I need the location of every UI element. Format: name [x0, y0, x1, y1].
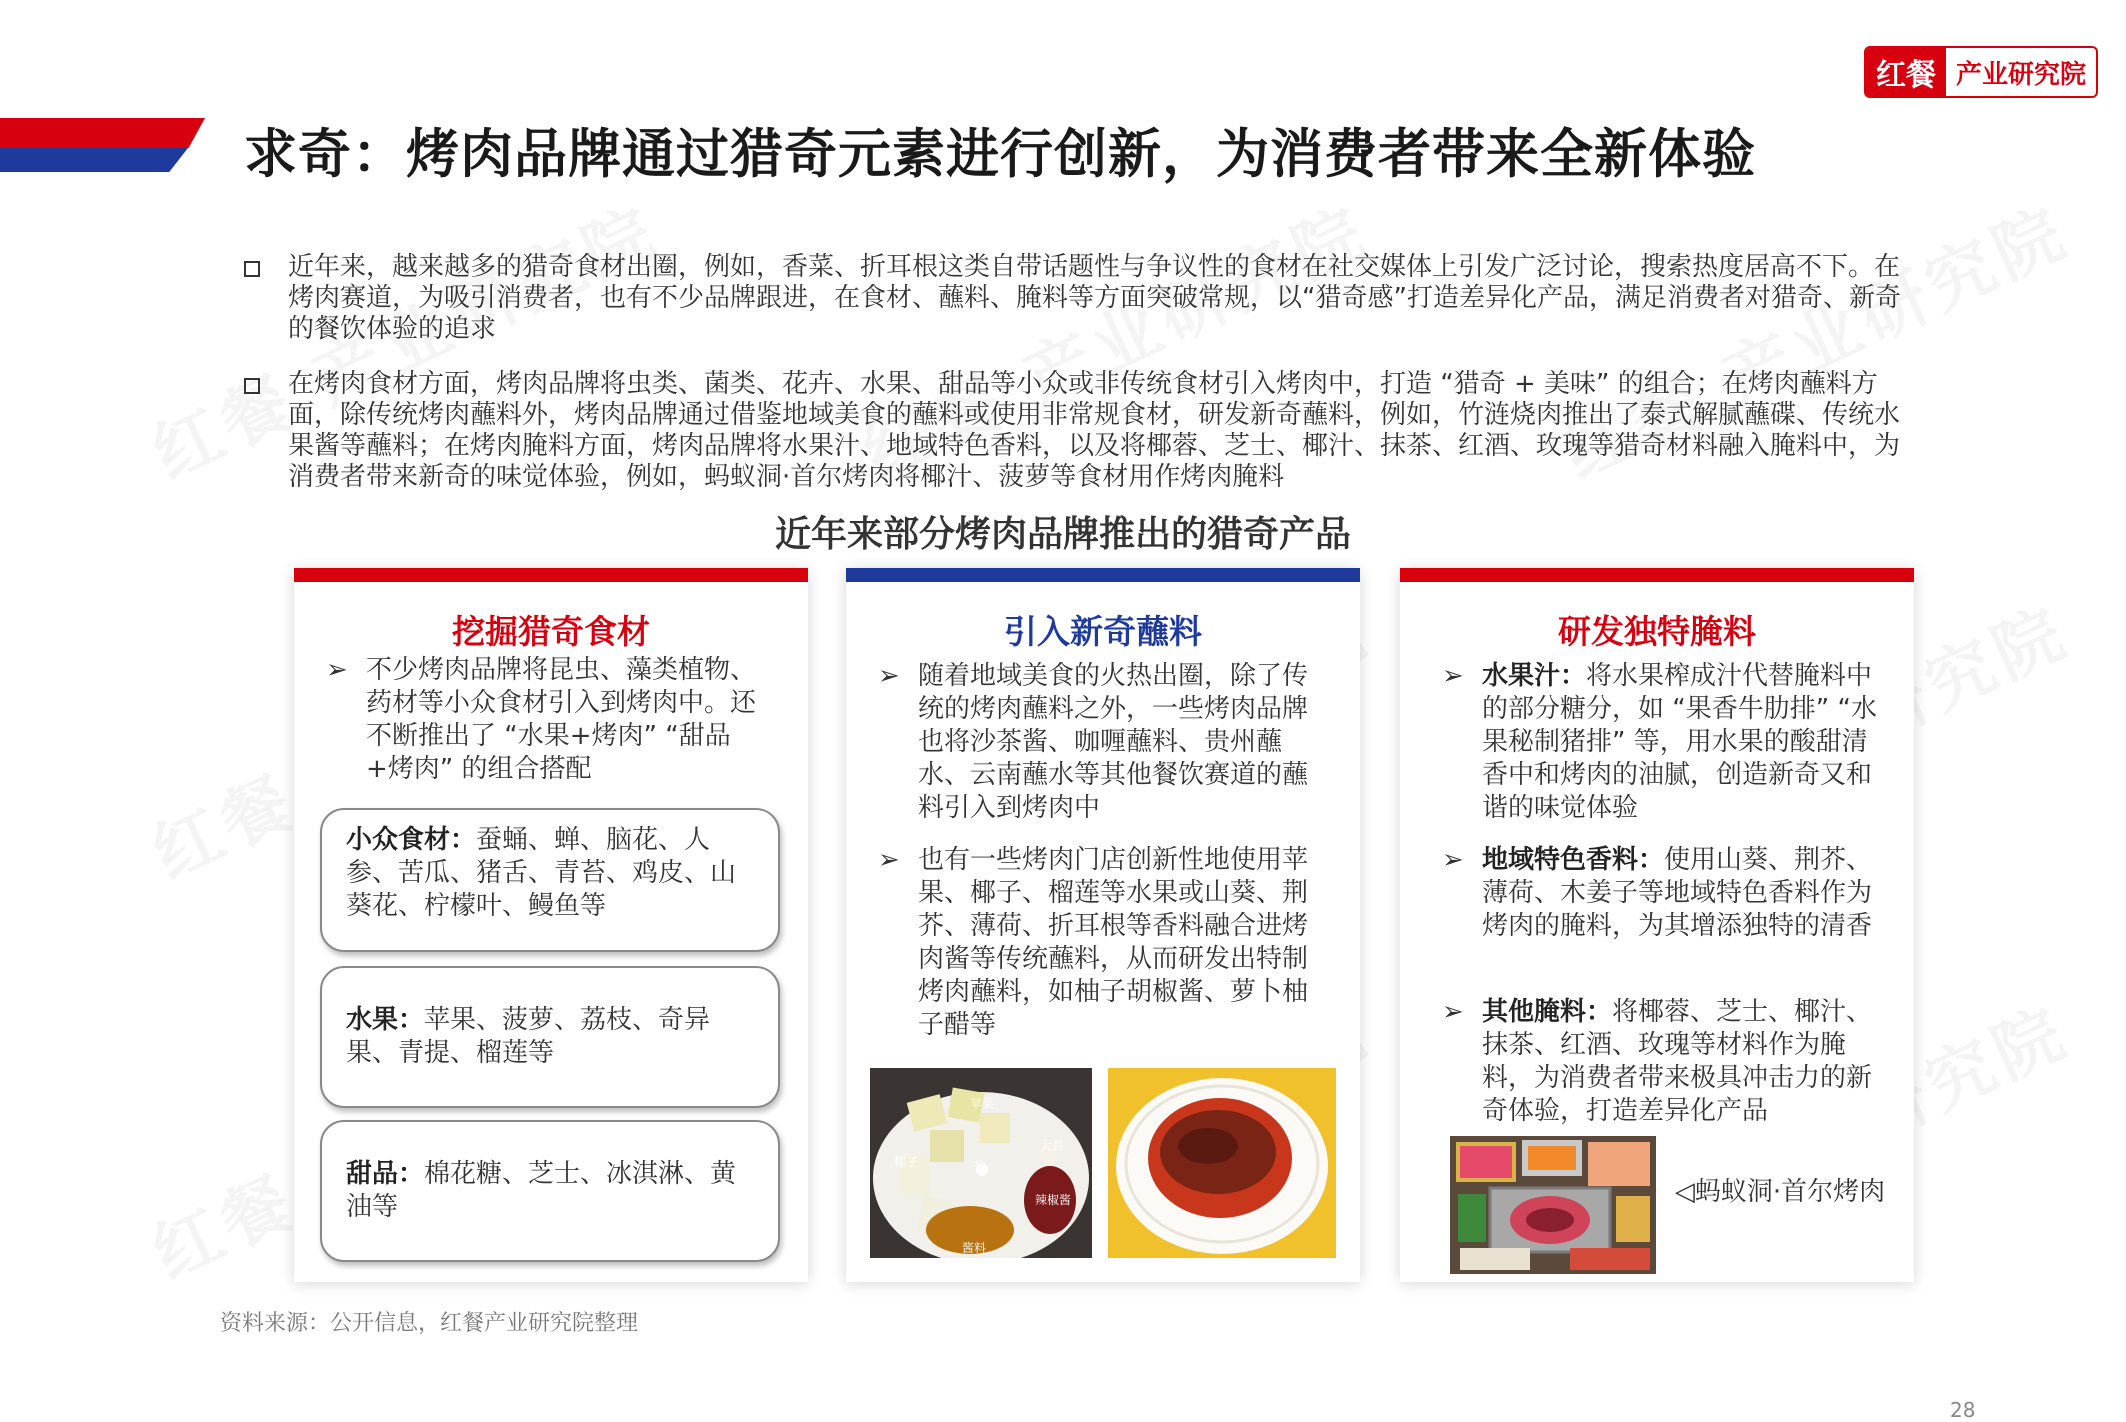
arrow-bullet-icon: ➢ [878, 661, 900, 691]
box-text: 苹果、菠萝、荔枝、奇异果、青提、榴莲等 [346, 1005, 711, 1068]
card-top-bar [1400, 568, 1914, 582]
logo-text: 产业研究院 [1946, 48, 2096, 96]
logo-red-text: 红餐 [1866, 48, 1946, 96]
page-number: 28 [1950, 1398, 1976, 1422]
photo-label: 酱料 [962, 1241, 987, 1255]
card-title: 引入新奇蘸料 [1004, 612, 1202, 651]
card-top-bar [846, 568, 1360, 582]
chili-sauce-photo [1108, 1068, 1336, 1258]
card-bullet: ➢ 地域特色香料：使用山葵、荆芥、薄荷、木姜子等地域特色香料作为烤肉的腌料，为其增添独特的清香 [1442, 845, 1873, 941]
card-bullet: ➢ 其他腌料：将椰蓉、芝士、椰汁、抹茶、红酒、玫瑰等材料作为腌料，为消费者带来极具冲击力的新奇体验，打造差异化产品 [1442, 997, 1873, 1126]
card-bullet: ➢ 也有一些烤肉门店创新性地使用苹果、椰子、榴莲等水果或山葵、荆芥、薄荷、折耳根等香料融合进烤肉酱等传统蘸料，从而研发出特制烤肉蘸料，如柚子胡椒酱、萝卜柚子醋等 [878, 845, 1309, 1040]
photo-caption: ◁蚂蚁洞·首尔烤肉 [1674, 1177, 1886, 1207]
card-sauces [846, 568, 1360, 1282]
ingredient-box [320, 966, 780, 1108]
ingredient-box [320, 808, 780, 952]
card-bullet: ➢ 水果汁：将水果榨成汁代替腌料中的部分糖分，如 “果香牛肋排” “水果秘制猪排” 等，用水果的酸甜清香中和烤肉的油腻，创造新奇又和谐的味觉体验 [1442, 661, 1877, 823]
box-text: 棉花糖、芝士、冰淇淋、黄油等 [346, 1159, 737, 1222]
arrow-bullet-icon: ➢ [1442, 845, 1464, 875]
photo-label: 大蒜 [1040, 1139, 1065, 1153]
fruit-sauce-photo [870, 1068, 1092, 1258]
card-marinades [1400, 568, 1914, 1282]
brand-logo [1864, 46, 2098, 98]
card-bullet: ➢ 不少烤肉品牌将昆虫、藻类植物、药材等小众食材引入到烤肉中。还不断推出了 “水果+烤肉” “甜品+烤肉” 的组合搭配 [326, 655, 757, 784]
arrow-bullet-icon: ➢ [1442, 661, 1464, 691]
intro-bullet: 在烤肉食材方面，烤肉品牌将虫类、菌类、花卉、水果、甜品等小众或非传统食材引入烤肉中，打造 “猎奇 + 美味” 的组合；在烤肉蘸料方面，除传统烤肉蘸料外，烤肉品牌通过借鉴地域美食的蘸料或使用非常规食材，研发新奇蘸料，例如，竹涟烧肉推出了泰式解腻蘸碟、传统水果酱等蘸料；在烤肉腌料方面，烤肉品牌将水果汁、地域特色香料，以及将椰蓉、芝士、椰汁、抹茶、红酒、玫瑰等猎奇材料融入腌料中，为消费者带来新奇的味觉体验，例如，蚂蚁洞·首尔烤肉将椰汁、菠萝等食材用作烤肉腌料 [244, 369, 1924, 493]
photo-label: 苹果 [970, 1097, 995, 1111]
square-bullet-icon [244, 378, 260, 394]
intro-bullet: 近年来，越来越多的猎奇食材出圈，例如，香菜、折耳根这类自带话题性与争议性的食材在社交媒体上引发广泛讨论，搜索热度居高不下。在烤肉赛道，为吸引消费者，也有不少品牌跟进，在食材、蘸料、腌料等方面突破常规，以“猎奇感”打造差异化产品，满足消费者对猎奇、新奇的餐饮体验的追求 [244, 252, 1924, 345]
ingredient-box [320, 1120, 780, 1262]
box-label: 小众食材： [346, 825, 477, 855]
arrow-bullet-icon: ➢ [878, 845, 900, 875]
page-title: 求奇：烤肉品牌通过猎奇元素进行创新，为消费者带来全新体验 [244, 124, 1756, 185]
bbq-restaurant-photo [1450, 1136, 1656, 1274]
section-subtitle: 近年来部分烤肉品牌推出的猎奇产品 [774, 514, 1351, 555]
card-bullet: ➢ 随着地域美食的火热出圈，除了传统的烤肉蘸料之外，一些烤肉品牌也将沙茶酱、咖喱蘸料、贵州蘸水、云南蘸水等其他餐饮赛道的蘸料引入到烤肉中 [878, 661, 1309, 823]
card-title: 研发独特腌料 [1558, 612, 1756, 651]
card-top-bar [294, 568, 808, 582]
header-blue-stripe [0, 148, 188, 172]
header-red-stripe [0, 118, 205, 148]
source-note: 资料来源：公开信息，红餐产业研究院整理 [220, 1311, 639, 1336]
box-label: 水果： [346, 1005, 425, 1035]
square-bullet-icon [244, 261, 260, 277]
photo-label: 盐 [974, 1159, 987, 1173]
box-text: 蚕蛹、蝉、脑花、人参、苦瓜、猪舌、青苔、鸡皮、山葵花、柠檬叶、鳗鱼等 [346, 825, 737, 921]
photo-label: 椰子 [894, 1155, 919, 1169]
arrow-bullet-icon: ➢ [326, 655, 348, 685]
box-label: 甜品： [346, 1159, 425, 1189]
card-title: 挖掘猎奇食材 [452, 612, 650, 651]
photo-label: 辣椒酱 [1035, 1193, 1072, 1207]
arrow-bullet-icon: ➢ [1442, 997, 1464, 1027]
